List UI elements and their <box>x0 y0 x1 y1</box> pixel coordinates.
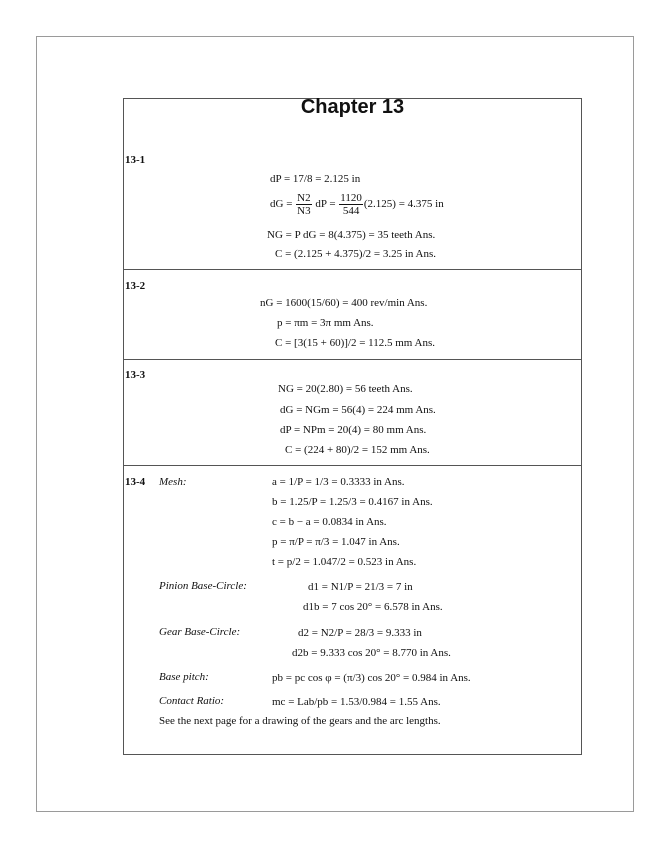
problem-number-13-4: 13-4 <box>125 476 146 488</box>
label-gear-base-circle: Gear Base-Circle: <box>159 626 241 638</box>
fraction-n2-n3 <box>296 192 311 217</box>
eq-13-1-dg-mid: dP = <box>315 198 336 211</box>
label-base-pitch: Base pitch: <box>159 671 209 683</box>
eq-13-1-dg-right: (2.125) = 4.375 in <box>363 198 444 211</box>
fraction-numerator: 1120 <box>340 192 362 204</box>
eq-contact-ratio: mc = Lab/pb = 1.53/0.984 = 1.55 Ans. <box>272 696 441 708</box>
problem-number-13-2: 13-2 <box>125 280 146 292</box>
fraction-denominator: N3 <box>297 205 311 217</box>
problem-number-13-1: 13-1 <box>125 154 146 166</box>
label-mesh: Mesh: <box>159 476 187 488</box>
chapter-title: Chapter 13 <box>300 96 405 118</box>
label-contact-ratio: Contact Ratio: <box>159 695 225 707</box>
eq-13-1-dg-left: dG = <box>270 198 293 211</box>
section-divider <box>123 465 582 466</box>
eq-mesh-p: p = π/P = π/3 = 1.047 in Ans. <box>272 536 400 548</box>
fraction-numerator: N2 <box>297 192 311 204</box>
eq-base-pitch: pb = pc cos φ = (π/3) cos 20° = 0.984 in Ans. <box>272 672 471 684</box>
fraction-denominator: 544 <box>342 205 360 217</box>
eq-13-3-dp: dP = NPm = 20(4) = 80 mm Ans. <box>280 424 427 436</box>
problem-number-13-3: 13-3 <box>125 369 146 381</box>
eq-mesh-t: t = p/2 = 1.047/2 = 0.523 in Ans. <box>272 556 417 568</box>
eq-13-3-ng: NG = 20(2.80) = 56 teeth Ans. <box>278 383 413 395</box>
section-divider <box>123 359 582 360</box>
fraction-1120-544 <box>339 192 363 217</box>
eq-13-3-dg: dG = NGm = 56(4) = 224 mm Ans. <box>280 404 436 416</box>
eq-13-1-dg <box>270 192 444 217</box>
eq-pinion-d1b: d1b = 7 cos 20° = 6.578 in Ans. <box>303 601 443 613</box>
eq-pinion-d1: d1 = N1/P = 21/3 = 7 in <box>308 581 413 593</box>
eq-gear-d2b: d2b = 9.333 cos 20° = 8.770 in Ans. <box>292 647 451 659</box>
eq-13-2-p: p = πm = 3π mm Ans. <box>277 317 374 329</box>
eq-13-2-ng: nG = 1600(15/60) = 400 rev/min Ans. <box>260 297 428 309</box>
label-pinion-base-circle: Pinion Base-Circle: <box>159 580 247 592</box>
eq-mesh-b: b = 1.25/P = 1.25/3 = 0.4167 in Ans. <box>272 496 433 508</box>
eq-mesh-c: c = b − a = 0.0834 in Ans. <box>272 516 387 528</box>
eq-13-3-c: C = (224 + 80)/2 = 152 mm Ans. <box>285 444 430 456</box>
solutions-frame <box>123 98 582 755</box>
eq-13-2-c: C = [3(15 + 60)]/2 = 112.5 mm Ans. <box>275 337 435 349</box>
eq-13-1-ng: NG = P dG = 8(4.375) = 35 teeth Ans. <box>267 229 436 241</box>
eq-13-1-dp: dP = 17/8 = 2.125 in <box>270 173 361 185</box>
section-divider <box>123 269 582 270</box>
eq-mesh-a: a = 1/P = 1/3 = 0.3333 in Ans. <box>272 476 405 488</box>
next-page-note: See the next page for a drawing of the gears and the arc lengths. <box>159 715 441 727</box>
eq-13-1-c: C = (2.125 + 4.375)/2 = 3.25 in Ans. <box>275 248 437 260</box>
eq-gear-d2: d2 = N2/P = 28/3 = 9.333 in <box>298 627 422 639</box>
